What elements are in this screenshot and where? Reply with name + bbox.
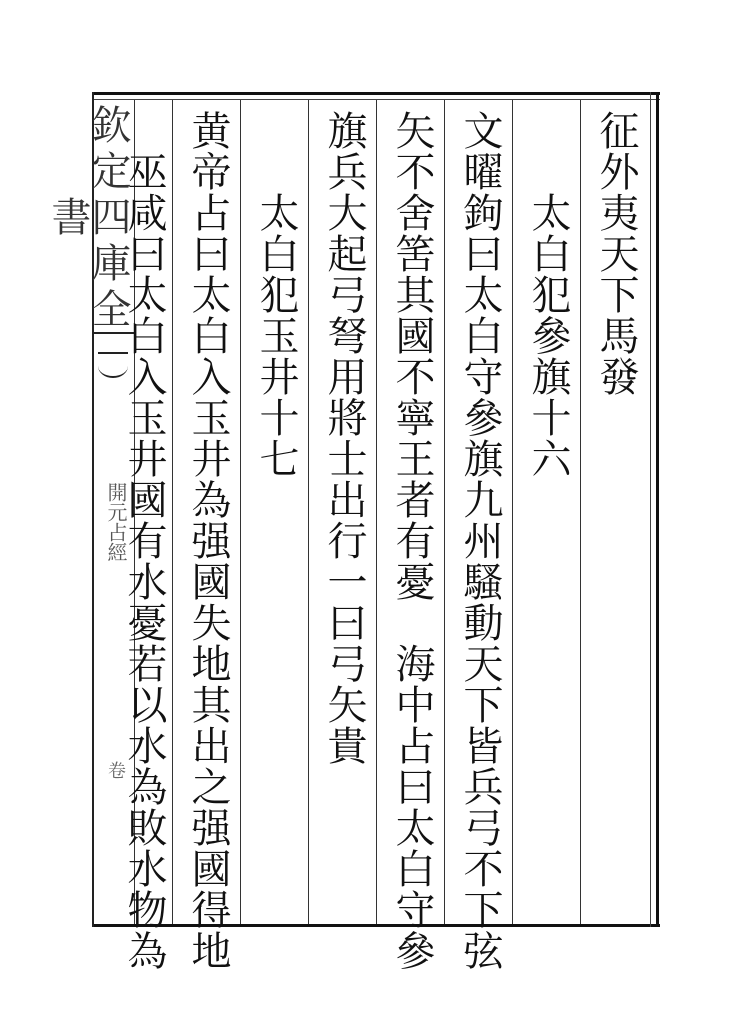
column-rule — [308, 100, 309, 924]
text-column-6-heading: 太白犯玉井十七 — [253, 110, 299, 479]
text-column-5: 旗兵大起弓弩用將士出行一曰弓矢貴 — [321, 110, 367, 766]
text-column-8: 巫咸曰太白入玉井國有水憂若以水為敗水物為 — [121, 110, 167, 971]
margin-book-title: 欽定四庫全書 — [45, 104, 131, 334]
margin-work-title: 開元占經 — [104, 482, 128, 562]
text-column-7: 黄帝占曰太白入玉井為强國失地其出之强國得地 — [185, 110, 231, 971]
page-frame-right-inner — [650, 92, 651, 927]
text-column-2-heading: 太白犯參旗十六 — [525, 110, 571, 479]
column-rule — [444, 100, 445, 924]
column-rule — [512, 100, 513, 924]
page-frame-bottom — [92, 924, 660, 927]
page-frame-top — [92, 92, 660, 95]
page-frame-right — [656, 92, 659, 927]
text-column-1: 征外夷天下馬發 — [593, 110, 639, 397]
column-rule — [172, 100, 173, 924]
column-rule — [376, 100, 377, 924]
column-rule — [240, 100, 241, 924]
text-column-4: 矢不舍筈其國不寧王者有憂 海中占曰太白守參 — [389, 110, 435, 971]
margin-volume-label: 卷 — [105, 761, 126, 779]
column-rule — [580, 100, 581, 924]
text-column-3: 文曜鉤曰太白守參旗九州騷動天下皆兵弓不下弦 — [457, 110, 503, 971]
